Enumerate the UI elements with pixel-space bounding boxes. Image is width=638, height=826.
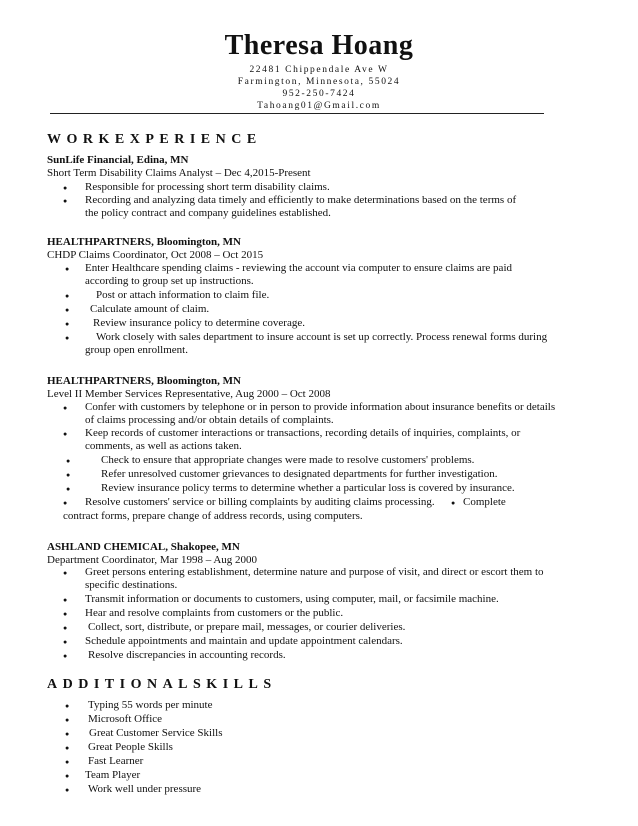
job-bullet: Resolve customers' service or billing complaints by auditing claims processing. [85,496,435,508]
skill-item: Great People Skills [88,741,173,753]
job-bullet: Calculate amount of claim. [90,303,210,315]
bullet-icon: ● [65,786,70,794]
job-bullet: Collect, sort, distribute, or prepare mail, messages, or courier deliveries. [88,621,406,633]
skill-item: Typing 55 words per minute [88,699,213,711]
job-bullet: Review insurance policy to determine coverage. [93,317,305,329]
job-bullet: the policy contract and company guidelines established. [85,207,331,219]
skill-item: Work well under pressure [88,783,202,795]
job-bullet: Responsible for processing short term disability claims. [85,181,330,193]
bullet-icon: ● [65,744,70,752]
skill-item: Fast Learner [88,755,144,767]
job-bullet: Work closely with sales department to insure account is set up correctly. Process renewal forms during [96,331,548,343]
job-bullet: comments, as well as actions taken. [85,440,242,452]
bullet-icon: ● [65,716,70,724]
job-bullet: Keep records of customer interactions or transactions, recording details of inquiries, complaints, or [85,427,521,439]
job-bullet: group open enrollment. [85,344,188,356]
header-divider [50,113,544,114]
skill-item: Microsoft Office [88,713,163,725]
bullet-icon: ● [65,702,70,710]
job-bullet: Recording and analyzing data timely and efficiently to make determinations based on the terms of [85,194,517,206]
job-company: SunLife Financial, Edina, MN [47,154,189,166]
bullet-icon: ● [63,569,68,577]
job-role: Department Coordinator, Mar 1998 – Aug 2000 [47,554,258,566]
phone-line: 952-250-7424 [282,89,356,99]
job-bullet: of claims processing and/or obtain details of complaints. [85,414,334,426]
bullet-icon: ● [63,184,68,192]
job-bullet: Greet persons entering establishment, determine nature and purpose of visit, and direct or escort them to [85,566,544,578]
job-bullet: contract forms, prepare change of address records, using computers. [63,510,363,522]
bullet-icon: ● [63,638,68,646]
bullet-icon: ● [63,652,68,660]
bullet-icon: ● [65,320,70,328]
bullet-icon: ● [63,610,68,618]
job-bullet: Post or attach information to claim file. [96,289,270,301]
bullet-icon: ● [65,306,70,314]
job-bullet: Refer unresolved customer grievances to designated departments for further investigation. [101,468,498,480]
job-role: Short Term Disability Claims Analyst – Dec 4,2015-Present [47,167,311,179]
bullet-icon: ● [63,404,68,412]
bullet-icon: ● [63,499,68,507]
bullet-icon: ● [65,772,70,780]
bullet-icon: ● [65,265,70,273]
job-bullet: Complete [463,496,506,508]
job-bullet: Enter Healthcare spending claims - reviewing the account via computer to ensure claims are paid [85,262,512,274]
job-bullet: specific destinations. [85,579,178,591]
job-bullet: Transmit information or documents to customers, using computer, mail, or facsimile machine. [85,593,499,605]
candidate-name: Theresa Hoang [224,30,414,61]
city-line: Farmington, Minnesota, 55024 [237,77,401,87]
job-bullet: Hear and resolve complaints from customers or the public. [85,607,344,619]
bullet-icon: ● [66,471,71,479]
job-company: ASHLAND CHEMICAL, Shakopee, MN [47,541,240,553]
job-company: HEALTHPARTNERS, Bloomington, MN [47,375,241,387]
job-bullet: Review insurance policy terms to determine whether a particular loss is covered by insurance. [101,482,515,494]
bullet-icon: ● [63,197,68,205]
job-bullet: Resolve discrepancies in accounting records. [88,649,286,661]
job-bullet: Confer with customers by telephone or in person to provide information about insurance benefits or details [85,401,556,413]
bullet-icon: ● [63,624,68,632]
bullet-icon: ● [65,730,70,738]
section-title-skills: ADDITIONALSKILLS [47,677,277,692]
job-company: HEALTHPARTNERS, Bloomington, MN [47,236,241,248]
job-bullet: according to group set up instructions. [85,275,254,287]
bullet-icon: ● [65,334,70,342]
job-role: Level II Member Services Representative, Aug 2000 – Oct 2008 [47,388,331,400]
job-bullet: Schedule appointments and maintain and update appointment calendars. [85,635,403,647]
bullet-icon: ● [66,485,71,493]
bullet-icon: ● [63,596,68,604]
job-role: CHDP Claims Coordinator, Oct 2008 – Oct 2015 [47,249,264,261]
bullet-icon: ● [63,430,68,438]
bullet-icon: ● [65,758,70,766]
job-bullet: Check to ensure that appropriate changes were made to resolve customers' problems. [101,454,475,466]
bullet-icon: ● [451,499,456,507]
section-title-work: WORKEXPERIENCE [47,132,262,147]
address-line: 22481 Chippendale Ave W [249,65,389,75]
email-line: Tahoang01@Gmail.com [257,101,381,111]
skill-item: Team Player [85,769,141,781]
bullet-icon: ● [66,457,71,465]
bullet-icon: ● [65,292,70,300]
skill-item: Great Customer Service Skills [89,727,223,739]
